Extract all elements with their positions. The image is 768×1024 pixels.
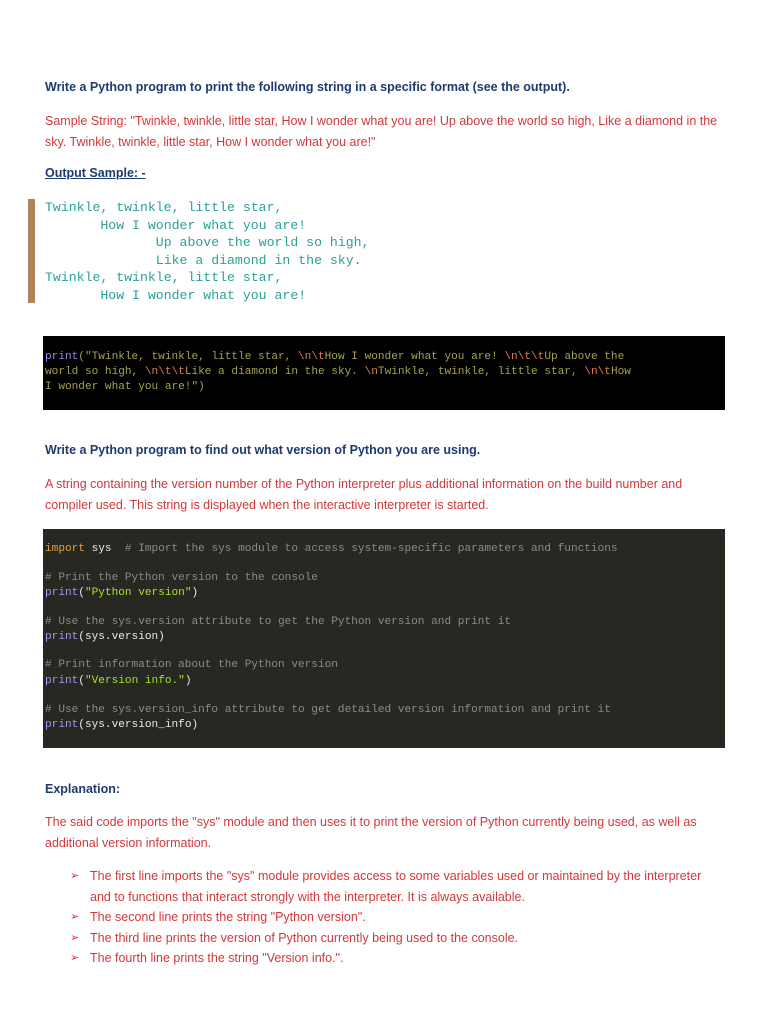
code-line — [45, 630, 165, 645]
code-comment: # Print the Python version to the console — [45, 572, 318, 584]
code-token: How — [610, 366, 631, 378]
code-token: \n\t\t — [144, 366, 185, 378]
output-sample-label: Output Sample: - — [45, 166, 146, 180]
code-line — [45, 571, 318, 586]
code-token: sys — [84, 543, 112, 555]
explanation-list — [70, 866, 720, 969]
code-token: Like a diamond in the sky. — [184, 366, 365, 378]
code-token: print — [45, 675, 79, 687]
code-token: print — [45, 351, 79, 363]
code-token: "Version info." — [84, 675, 185, 687]
arrow-bullet-icon: ➢ — [70, 870, 80, 882]
list-item — [70, 948, 720, 969]
code-token: How I wonder what you are! — [324, 351, 505, 363]
list-item — [70, 907, 720, 928]
arrow-bullet-icon: ➢ — [70, 911, 80, 923]
list-item-text: The third line prints the version of Python currently being used to the console. — [90, 930, 519, 945]
code-token: print — [45, 587, 79, 599]
list-item — [70, 928, 720, 949]
exercise-2-heading: Write a Python program to find out what version of Python you are using. — [45, 443, 481, 457]
version-description: A string containing the version number of the Python interpreter plus additional information on the build number and compiler used. This string is displayed when the interactive interpreter is started. — [45, 477, 683, 512]
output-line: Twinkle, twinkle, little star, — [45, 200, 283, 215]
code-comment: # Use the sys.version_info attribute to get detailed version information and print it — [45, 704, 611, 716]
code-token: print — [45, 719, 79, 731]
output-line: Twinkle, twinkle, little star, — [45, 270, 283, 285]
code-line — [45, 615, 511, 630]
code-line — [45, 542, 618, 557]
exercise-1-heading: Write a Python program to print the following string in a specific format (see the output). — [45, 80, 570, 94]
code-token: \n\t\t — [504, 351, 545, 363]
code-token: (sys.version) — [78, 631, 165, 643]
list-item-text: The first line imports the "sys" module provides access to some variables used or maintained by the interpreter and to functions that interact strongly with the interpreter. It is always available. — [90, 869, 702, 904]
list-item — [70, 866, 720, 907]
output-sample-bar — [28, 199, 35, 303]
code-token: I wonder what you are!") — [45, 381, 205, 393]
sample-string-text: Sample String: "Twinkle, twinkle, little star, How I wonder what you are! Up above the world so high, Like a diamond in the sky. Twinkle, twinkle, little star, How I wonder what you are!" — [45, 114, 718, 149]
output-line: Up above the world so high, — [45, 235, 370, 250]
output-line: How I wonder what you are! — [45, 217, 307, 233]
arrow-bullet-icon: ➢ — [70, 952, 80, 964]
code-token: world so high, — [45, 366, 145, 378]
code-line — [45, 350, 624, 365]
explanation-text: The said code imports the "sys" module and then uses it to print the version of Python currently being used, as well as additional version information. — [45, 815, 697, 850]
code-token: ("Twinkle, twinkle, little star, — [78, 351, 298, 363]
output-line: How I wonder what you are! — [45, 287, 307, 303]
code-token: \n\t — [584, 366, 611, 378]
output-line: Like a diamond in the sky. — [45, 252, 362, 268]
code-comment: # Print information about the Python version — [45, 659, 338, 671]
code-line — [45, 365, 631, 380]
code-token: Up above the — [544, 351, 625, 363]
code-line — [45, 718, 198, 733]
code-token: ( — [78, 675, 85, 687]
code-line — [45, 586, 198, 601]
list-item-text: The second line prints the string "Python version". — [90, 910, 366, 924]
code-comment: # Use the sys.version attribute to get the Python version and print it — [45, 616, 512, 628]
code-token: "Python version" — [84, 587, 192, 599]
code-line — [45, 674, 192, 689]
list-item-text: The fourth line prints the string "Version info.". — [90, 951, 344, 965]
code-token: ( — [78, 587, 85, 599]
code-token: \n\t — [298, 351, 325, 363]
code-token: Twinkle, twinkle, little star, — [377, 366, 585, 378]
arrow-bullet-icon: ➢ — [70, 931, 80, 944]
code-block-print-string — [43, 336, 725, 410]
code-comment: # Import the sys module to access system-specific parameters and functions — [111, 543, 618, 555]
code-token: ) — [184, 675, 192, 687]
code-token: import — [45, 543, 85, 555]
code-token: print — [45, 631, 79, 643]
code-line — [45, 380, 205, 395]
code-block-sys-version — [43, 529, 725, 748]
code-token: \n — [364, 366, 378, 378]
code-token: (sys.version_info) — [78, 719, 199, 731]
code-token: ) — [191, 587, 199, 599]
explanation-heading: Explanation: — [45, 782, 121, 796]
code-line — [45, 658, 338, 673]
code-line — [45, 703, 611, 718]
